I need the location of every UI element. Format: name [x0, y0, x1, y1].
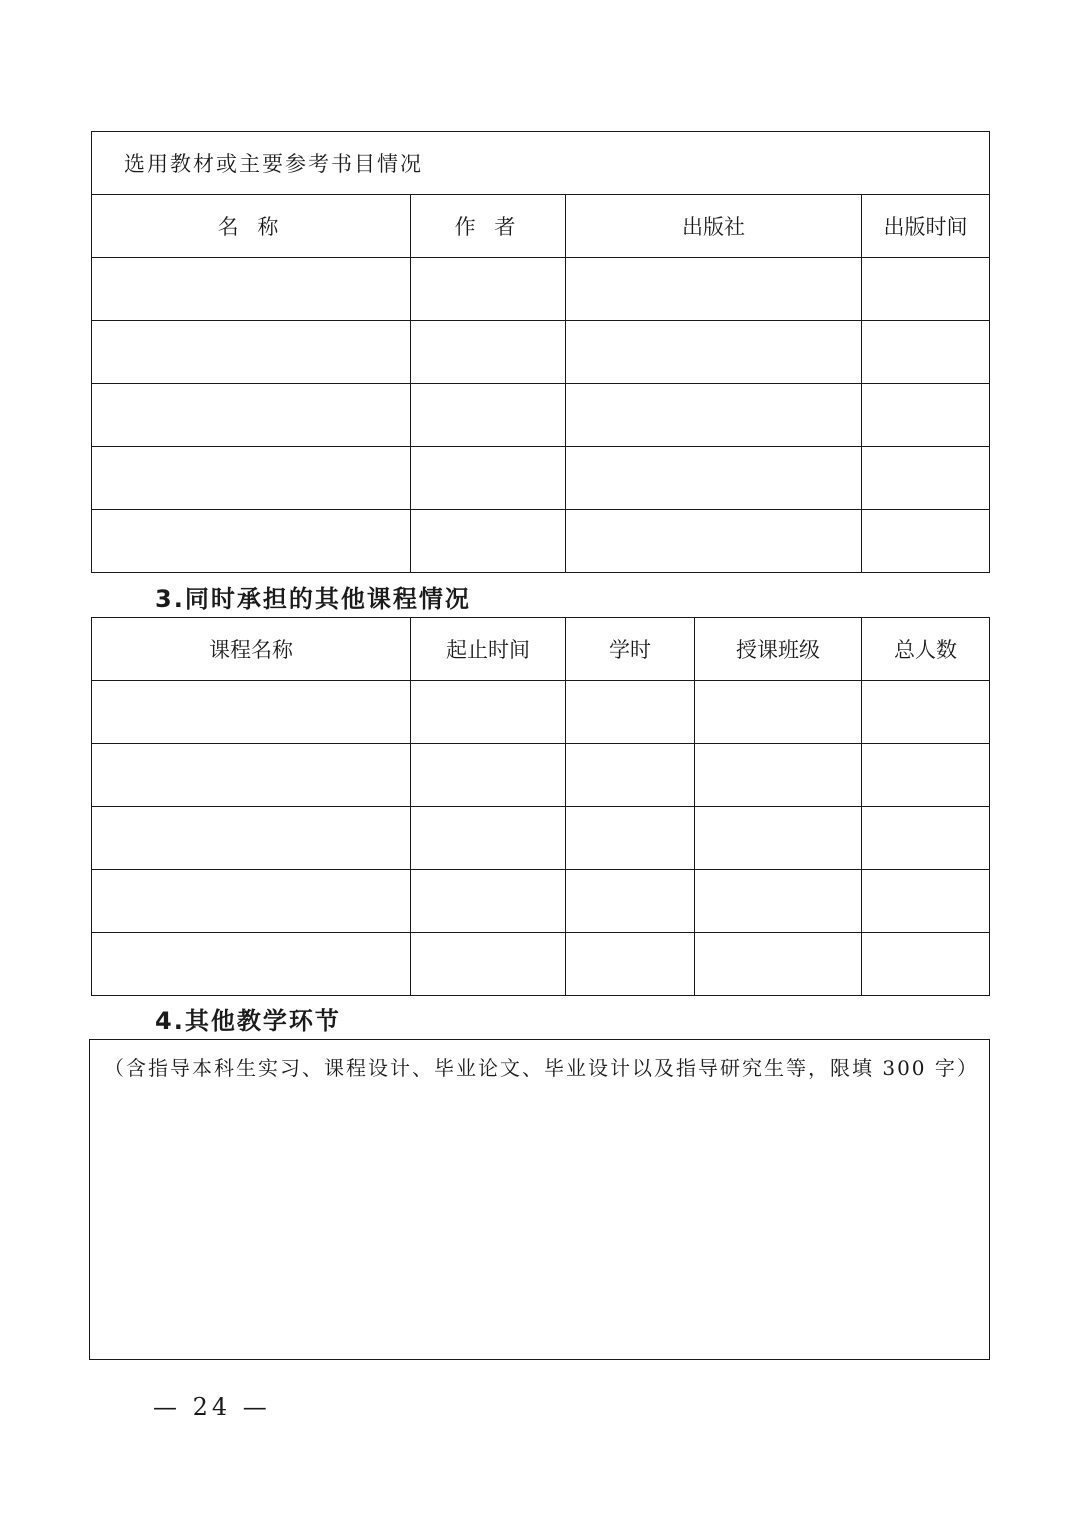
table-cell[interactable] [566, 258, 862, 321]
page-number: — 24 — [153, 1393, 271, 1421]
table-cell[interactable] [92, 870, 411, 933]
table-cell[interactable] [695, 807, 862, 870]
table-cell[interactable] [862, 933, 990, 996]
table-cell[interactable] [862, 744, 990, 807]
table-cell[interactable] [566, 384, 862, 447]
table-cell[interactable] [92, 258, 411, 321]
table-cell[interactable] [566, 447, 862, 510]
other-courses-table [91, 617, 990, 996]
header-total-students: 总人数 [862, 618, 990, 681]
table-cell[interactable] [566, 744, 695, 807]
table-cell[interactable] [411, 510, 566, 573]
textbook-table-caption: 选用教材或主要参考书目情况 [92, 132, 990, 195]
table-row [92, 933, 990, 996]
table-cell[interactable] [92, 384, 411, 447]
table-cell[interactable] [566, 807, 695, 870]
table-cell[interactable] [862, 510, 990, 573]
table-cell[interactable] [411, 807, 566, 870]
table-row [92, 447, 990, 510]
table-cell[interactable] [411, 258, 566, 321]
header-course-name: 课程名称 [92, 618, 411, 681]
other-teaching-box[interactable] [89, 1039, 990, 1360]
table-cell[interactable] [695, 744, 862, 807]
header-name: 名 称 [92, 195, 411, 258]
table-cell[interactable] [92, 321, 411, 384]
table-cell[interactable] [862, 870, 990, 933]
header-hours: 学时 [566, 618, 695, 681]
table-row [92, 870, 990, 933]
table-cell[interactable] [862, 258, 990, 321]
header-period: 起止时间 [411, 618, 566, 681]
table-cell[interactable] [695, 933, 862, 996]
table-cell[interactable] [92, 807, 411, 870]
table-row [92, 384, 990, 447]
header-publish-time: 出版时间 [862, 195, 990, 258]
table-cell[interactable] [92, 447, 411, 510]
table-cell[interactable] [92, 681, 411, 744]
table-cell[interactable] [92, 510, 411, 573]
table-cell[interactable] [566, 510, 862, 573]
table-cell[interactable] [862, 321, 990, 384]
table-cell[interactable] [695, 681, 862, 744]
table-cell[interactable] [411, 321, 566, 384]
section-3-heading: 3.同时承担的其他课程情况 [155, 585, 471, 613]
table-row [92, 807, 990, 870]
table-row [92, 510, 990, 573]
textbook-header-row [92, 195, 990, 258]
table-cell[interactable] [92, 744, 411, 807]
other-teaching-note: （含指导本科生实习、课程设计、毕业论文、毕业设计以及指导研究生等，限填 300 字） [104, 1056, 979, 1080]
table-row [92, 681, 990, 744]
table-row [92, 258, 990, 321]
header-class: 授课班级 [695, 618, 862, 681]
table-cell[interactable] [695, 870, 862, 933]
table-cell[interactable] [862, 447, 990, 510]
table-cell[interactable] [411, 744, 566, 807]
section-4-heading: 4.其他教学环节 [155, 1007, 341, 1035]
courses-header-row [92, 618, 990, 681]
table-cell[interactable] [566, 870, 695, 933]
table-cell[interactable] [411, 933, 566, 996]
table-cell[interactable] [862, 681, 990, 744]
table-cell[interactable] [92, 933, 411, 996]
table-row [92, 744, 990, 807]
table-cell[interactable] [566, 681, 695, 744]
table-cell[interactable] [862, 807, 990, 870]
table-cell[interactable] [411, 870, 566, 933]
table-cell[interactable] [862, 384, 990, 447]
table-row [92, 321, 990, 384]
table-cell[interactable] [566, 933, 695, 996]
table-cell[interactable] [411, 681, 566, 744]
table-cell[interactable] [566, 321, 862, 384]
table-cell[interactable] [411, 384, 566, 447]
header-author: 作 者 [411, 195, 566, 258]
table-cell[interactable] [411, 447, 566, 510]
header-publisher: 出版社 [566, 195, 862, 258]
textbook-table [91, 131, 990, 573]
